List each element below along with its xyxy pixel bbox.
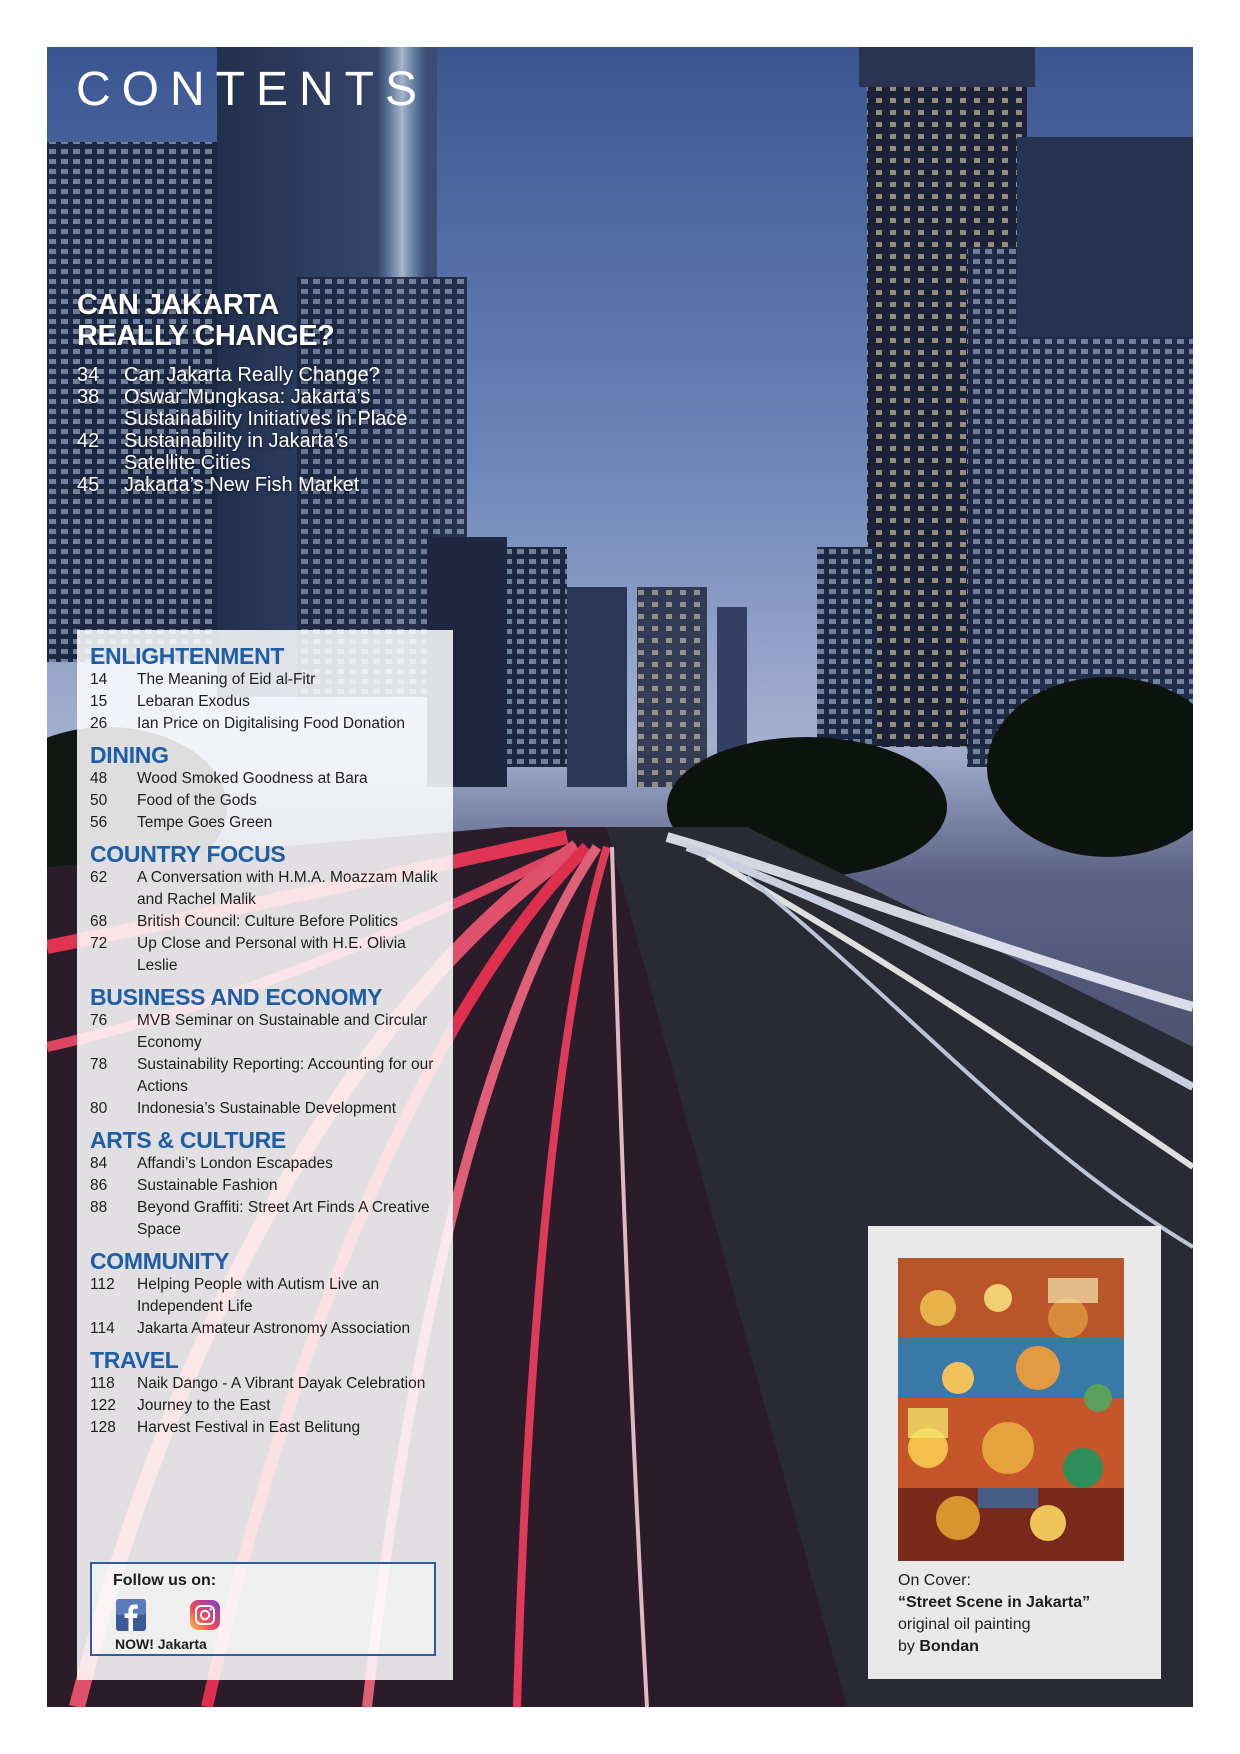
section-community [90, 1249, 453, 1340]
section-heading: BUSINESS AND ECONOMY [90, 984, 383, 1010]
feature-heading [77, 290, 477, 352]
page-title: CONTENTS [76, 63, 428, 116]
toc-item[interactable] [90, 790, 453, 812]
facebook-icon[interactable] [116, 1599, 146, 1631]
page-number: 62 [90, 869, 108, 886]
follow-label: Follow us on: [113, 1572, 217, 1589]
page-number: 34 [77, 364, 100, 386]
section-enlightenment [90, 630, 453, 735]
toc-item[interactable] [90, 1395, 453, 1417]
toc-item[interactable] [90, 669, 453, 691]
article-title: Jakarta’s New Fish Market [124, 474, 360, 496]
article-title: Sustainable Fashion [137, 1177, 278, 1194]
cover-artist-line [898, 1636, 1148, 1658]
page-number: 86 [90, 1177, 108, 1194]
feature-item[interactable] [77, 474, 477, 496]
article-title: Oswar Mungkasa: Jakarta’s Sustainability Initiatives in Place [124, 386, 408, 430]
section-heading: ARTS & CULTURE [90, 1127, 286, 1153]
page-number: 45 [77, 474, 100, 496]
toc-item[interactable] [90, 1274, 453, 1318]
article-title: Naik Dango - A Vibrant Dayak Celebration [137, 1375, 426, 1392]
toc-item[interactable] [90, 768, 453, 790]
section-heading: DINING [90, 742, 169, 768]
section-heading: TRAVEL [90, 1347, 179, 1373]
section-dining [90, 743, 453, 834]
page-number: 88 [90, 1199, 108, 1216]
page-number: 80 [90, 1100, 108, 1117]
page-number: 50 [90, 792, 108, 809]
article-title: Sustainability Reporting: Accounting for our Actions [137, 1056, 434, 1095]
article-title: Affandi’s London Escapades [137, 1155, 333, 1172]
article-title: Helping People with Autism Live an Independent Life [137, 1276, 380, 1315]
toc-item[interactable] [90, 1175, 453, 1197]
page-number: 68 [90, 913, 108, 930]
page-number: 118 [90, 1375, 115, 1392]
page-number: 84 [90, 1155, 108, 1172]
toc-item[interactable] [90, 1010, 453, 1054]
article-title: British Council: Culture Before Politics [137, 913, 399, 930]
toc-item[interactable] [90, 691, 453, 713]
follow-us-box [90, 1562, 436, 1656]
article-title: Sustainability in Jakarta’s Satellite Cities [124, 430, 349, 474]
cover-artist: Bondan [919, 1638, 979, 1655]
feature-item[interactable] [77, 430, 477, 474]
article-title: Ian Price on Digitalising Food Donation [137, 715, 405, 732]
page-number: 15 [90, 693, 108, 710]
follow-handle: NOW! Jakarta [115, 1636, 207, 1652]
toc-item[interactable] [90, 1054, 453, 1098]
toc-item[interactable] [90, 933, 453, 977]
page-number: 42 [77, 430, 100, 452]
cover-caption [898, 1570, 1148, 1658]
section-heading: ENLIGHTENMENT [90, 643, 285, 669]
section-heading: COMMUNITY [90, 1248, 230, 1274]
toc-item[interactable] [90, 867, 453, 911]
cover-by: by [898, 1638, 920, 1655]
page-number: 128 [90, 1419, 116, 1436]
article-title: MVB Seminar on Sustainable and Circular Economy [137, 1012, 428, 1051]
feature-block [77, 290, 477, 496]
toc-item[interactable] [90, 1373, 453, 1395]
instagram-icon[interactable] [190, 1600, 220, 1630]
article-title: Harvest Festival in East Belitung [137, 1419, 361, 1436]
article-title: Can Jakarta Really Change? [124, 364, 380, 386]
feature-heading-line1: CAN JAKARTA [77, 289, 279, 321]
page-number: 78 [90, 1056, 108, 1073]
toc-item[interactable] [90, 713, 453, 735]
page-number: 26 [90, 715, 108, 732]
article-title: Jakarta Amateur Astronomy Association [137, 1320, 411, 1337]
page-number: 38 [77, 386, 100, 408]
article-title: Beyond Graffiti: Street Art Finds A Creative Space [137, 1199, 430, 1238]
section-heading: COUNTRY FOCUS [90, 841, 286, 867]
cover-label: On Cover: [898, 1572, 971, 1589]
article-title: Tempe Goes Green [137, 814, 273, 831]
page-number: 72 [90, 935, 108, 952]
feature-list [77, 364, 477, 496]
article-title: Wood Smoked Goodness at Bara [137, 770, 368, 787]
toc-item[interactable] [90, 1153, 453, 1175]
article-title: A Conversation with H.M.A. Moazzam Malik and Rachel Malik [137, 869, 438, 908]
page-number: 48 [90, 770, 108, 787]
article-title: Up Close and Personal with H.E. Olivia Leslie [137, 935, 406, 974]
page-number: 122 [90, 1397, 116, 1414]
section-country-focus [90, 842, 453, 977]
section-travel [90, 1348, 453, 1439]
cover-info-panel [868, 1226, 1161, 1679]
page-number: 56 [90, 814, 108, 831]
feature-heading-line2: REALLY CHANGE? [77, 320, 335, 352]
article-title: Journey to the East [137, 1397, 271, 1414]
toc-item[interactable] [90, 1318, 453, 1340]
cover-painting-title: “Street Scene in Jakarta” [898, 1594, 1091, 1611]
feature-item[interactable] [77, 386, 477, 430]
article-title: Indonesia’s Sustainable Development [137, 1100, 397, 1117]
page-number: 112 [90, 1276, 115, 1293]
section-arts-and-culture [90, 1128, 453, 1241]
page-number: 76 [90, 1012, 108, 1029]
article-title: Lebaran Exodus [137, 693, 250, 710]
feature-item[interactable] [77, 364, 477, 386]
cover-painting-thumbnail [898, 1258, 1124, 1561]
section-business-and-economy [90, 985, 453, 1120]
cover-medium: original oil painting [898, 1616, 1031, 1633]
sections-panel [77, 630, 453, 1680]
toc-item[interactable] [90, 1417, 453, 1439]
page-number: 14 [90, 671, 108, 688]
toc-item[interactable] [90, 1098, 453, 1120]
toc-item[interactable] [90, 1197, 453, 1241]
article-title: The Meaning of Eid al-Fitr [137, 671, 316, 688]
toc-item[interactable] [90, 812, 453, 834]
toc-item[interactable] [90, 911, 453, 933]
article-title: Food of the Gods [137, 792, 257, 809]
page-number: 114 [90, 1320, 115, 1337]
